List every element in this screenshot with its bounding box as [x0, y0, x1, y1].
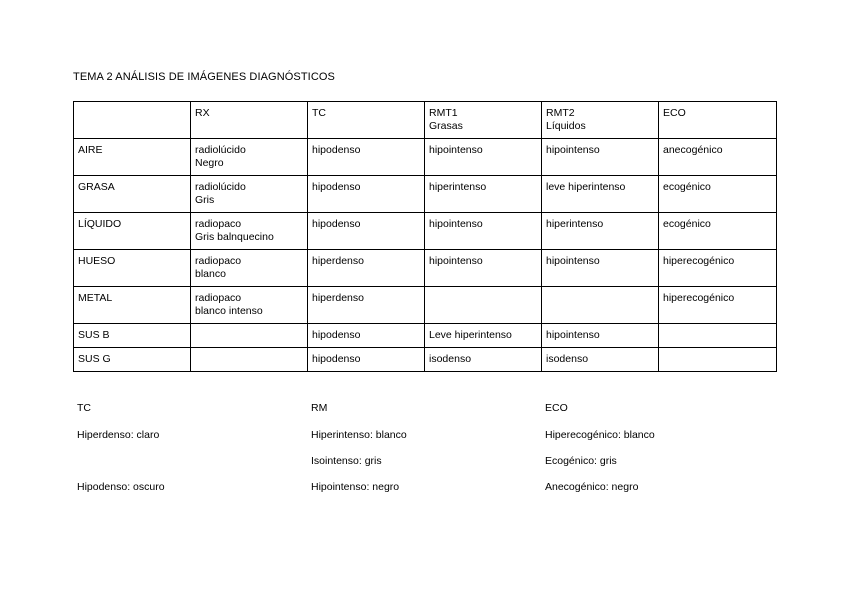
legend-line: Isointenso: gris [311, 455, 382, 467]
table-cell [542, 287, 659, 324]
table-cell: hipointenso [425, 139, 542, 176]
table-cell: hiperdenso [308, 250, 425, 287]
table-cell: hipointenso [542, 324, 659, 348]
legend-line: Hipointenso: negro [311, 481, 400, 493]
table-cell: radiopaco Gris balnquecino [191, 213, 308, 250]
table-header-cell: RMT2 Líquidos [542, 102, 659, 139]
table-cell: hiperintenso [542, 213, 659, 250]
table-row [74, 324, 777, 348]
table-row [74, 176, 777, 213]
table-row [74, 213, 777, 250]
diagnostic-imaging-table [73, 101, 777, 372]
document-title: TEMA 2 ANÁLISIS DE IMÁGENES DIAGNÓSTICOS [73, 71, 335, 83]
table-cell: hiperdenso [308, 287, 425, 324]
table-cell: radiopaco blanco [191, 250, 308, 287]
table-cell: SUS G [74, 348, 191, 372]
table-header-row [74, 102, 777, 139]
table-cell: leve hiperintenso [542, 176, 659, 213]
table-cell: Leve hiperintenso [425, 324, 542, 348]
table-cell: isodenso [425, 348, 542, 372]
legend-line: Hipodenso: oscuro [77, 481, 165, 493]
table-cell: METAL [74, 287, 191, 324]
table-cell: hipointenso [542, 250, 659, 287]
table-row [74, 250, 777, 287]
table-cell: HUESO [74, 250, 191, 287]
table-cell: LÍQUIDO [74, 213, 191, 250]
table-header-cell: TC [308, 102, 425, 139]
table-header-cell: RX [191, 102, 308, 139]
table-row [74, 348, 777, 372]
table-cell: hipointenso [425, 213, 542, 250]
table-cell: ecogénico [659, 176, 777, 213]
table-cell: isodenso [542, 348, 659, 372]
table-cell [191, 348, 308, 372]
table-row [74, 287, 777, 324]
table-cell: radiolúcido Gris [191, 176, 308, 213]
table-cell: hipodenso [308, 213, 425, 250]
table-cell: AIRE [74, 139, 191, 176]
legend-line: Hiperecogénico: blanco [545, 429, 655, 441]
table-cell: hiperecogénico [659, 250, 777, 287]
table-header-cell [74, 102, 191, 139]
table-cell: hipodenso [308, 139, 425, 176]
table-cell: hipointenso [542, 139, 659, 176]
table-header-cell: RMT1 Grasas [425, 102, 542, 139]
legend-tc [77, 402, 165, 506]
table-cell: hipointenso [425, 250, 542, 287]
table-cell [425, 287, 542, 324]
table-cell: hiperintenso [425, 176, 542, 213]
legend-rm [311, 402, 407, 506]
legend-title: RM [311, 402, 328, 414]
table-cell: anecogénico [659, 139, 777, 176]
table-cell: hipodenso [308, 324, 425, 348]
table-cell: radiolúcido Negro [191, 139, 308, 176]
table-cell: ecogénico [659, 213, 777, 250]
legend-title: TC [77, 402, 91, 414]
legend-eco [545, 402, 655, 506]
table-header-cell: ECO [659, 102, 777, 139]
legend-line: Anecogénico: negro [545, 481, 639, 493]
legend-line: Hiperintenso: blanco [311, 429, 407, 441]
table-cell [659, 348, 777, 372]
table-cell: SUS B [74, 324, 191, 348]
table-cell: GRASA [74, 176, 191, 213]
table-cell: hipodenso [308, 176, 425, 213]
legend-line: Ecogénico: gris [545, 455, 617, 467]
table-cell: radiopaco blanco intenso [191, 287, 308, 324]
legend-title: ECO [545, 402, 568, 414]
legend-line: Hiperdenso: claro [77, 429, 160, 441]
table-cell: hiperecogénico [659, 287, 777, 324]
table-row [74, 139, 777, 176]
table-cell [659, 324, 777, 348]
legend-line [77, 454, 165, 480]
table-cell: hipodenso [308, 348, 425, 372]
table-cell [191, 324, 308, 348]
